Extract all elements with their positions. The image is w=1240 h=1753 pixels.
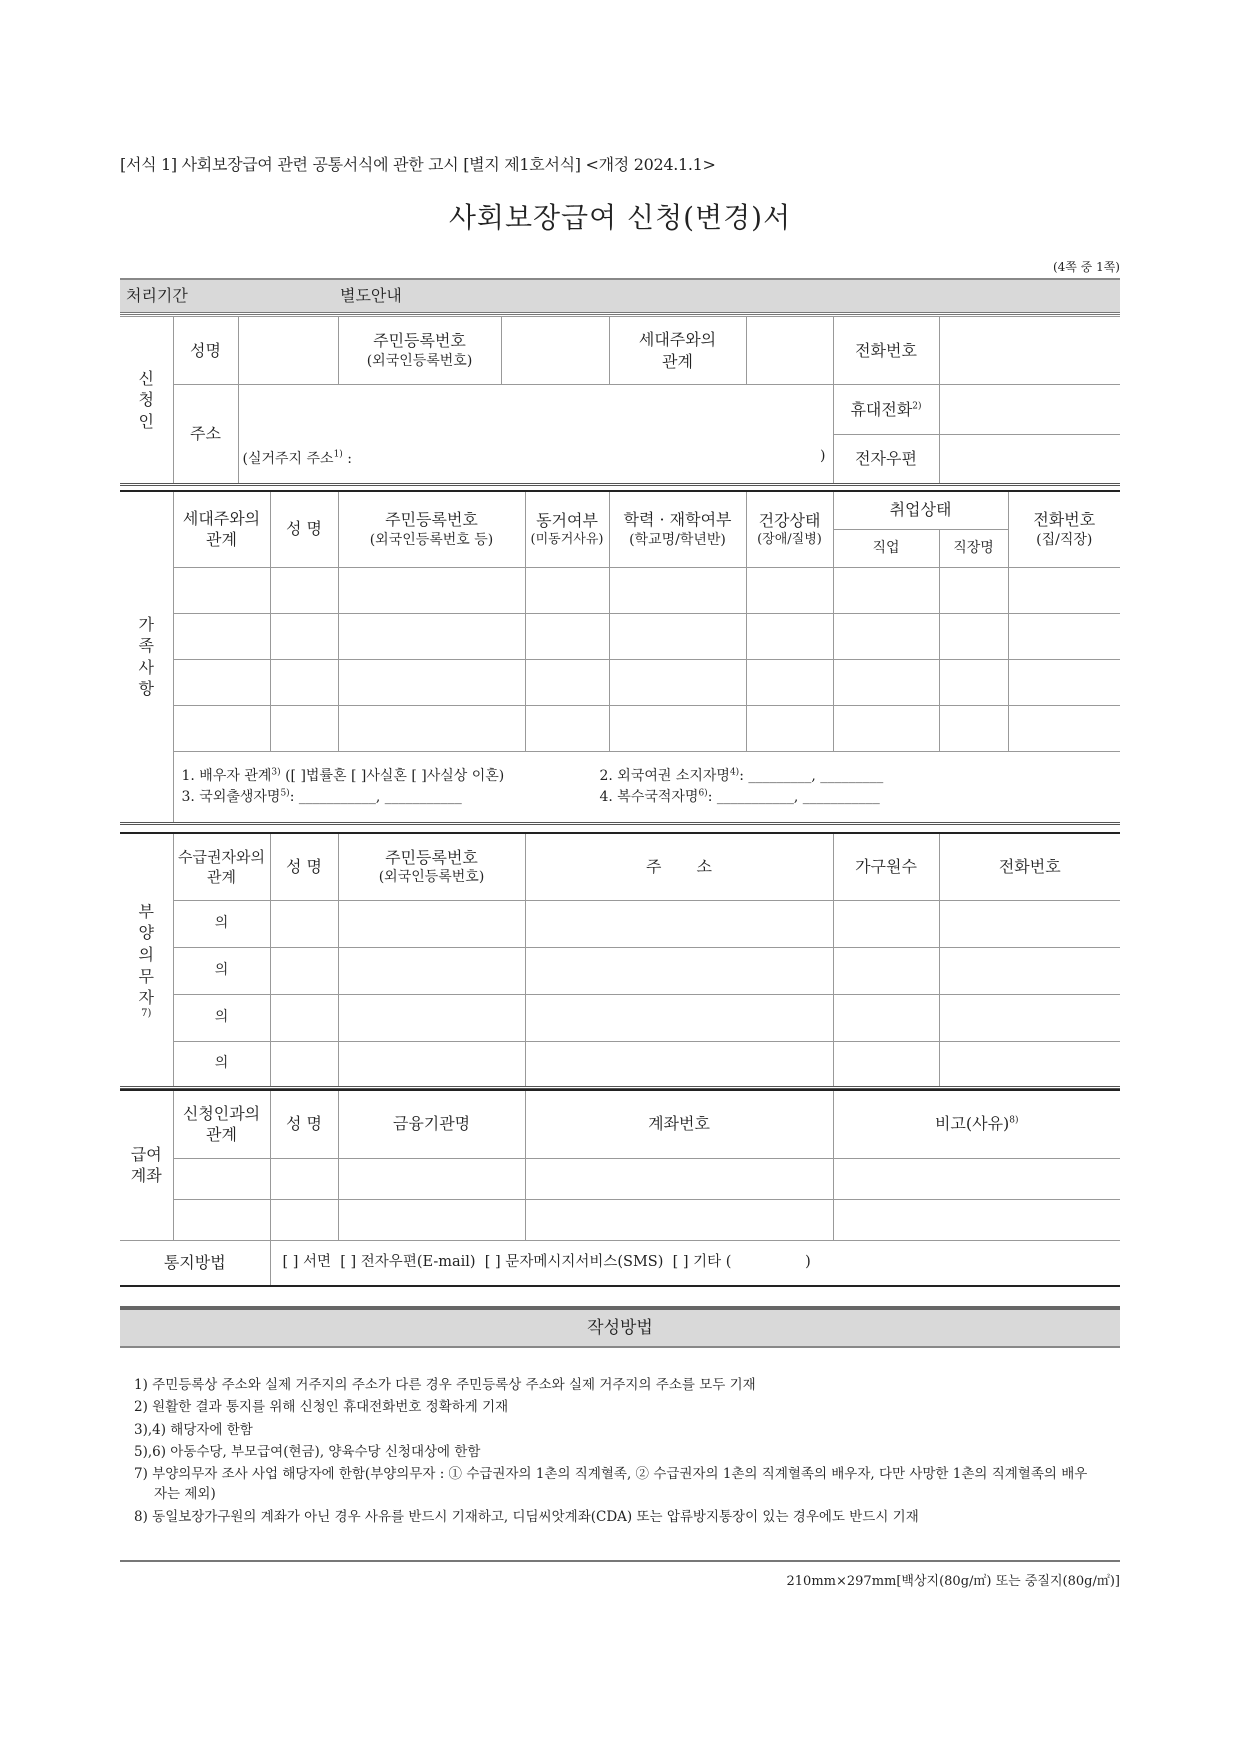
cell[interactable]: [833, 567, 939, 613]
paper-spec: 210mm×297mm[백상지(80g/㎡) 또는 중질지(80g/㎡)]: [786, 1574, 1120, 1589]
footer-divider: [120, 1560, 1120, 1562]
cell[interactable]: [746, 613, 833, 659]
cell[interactable]: [338, 567, 525, 613]
family-section-label: 가 족 사 항: [120, 491, 173, 823]
notify-label: 통지방법: [120, 1241, 270, 1286]
col-employment: 취업상태: [833, 491, 1008, 529]
cell[interactable]: [525, 659, 609, 705]
footnote: 2) 원활한 결과 통지를 위해 신청인 휴대전화번호 정확하게 기재: [134, 1399, 509, 1416]
cell[interactable]: [338, 659, 525, 705]
cell[interactable]: [833, 1041, 939, 1087]
footnote: 7) 부양의무자 조사 사업 해당자에 한함(부양의무자 : ① 수급권자의 1촌의 직계혈족, ② 수급권자의 1촌의 직계혈족의 배우자, 다만 사망한 1촌의 직계혈족의 배우: [134, 1466, 1088, 1482]
cell[interactable]: [270, 900, 338, 947]
cell[interactable]: [270, 567, 338, 613]
col-phone: 전화번호: [939, 833, 1120, 900]
cell[interactable]: [173, 705, 270, 751]
cell[interactable]: [173, 613, 270, 659]
table-row: [120, 900, 1120, 947]
cell[interactable]: [270, 1158, 338, 1199]
email-field[interactable]: [939, 435, 1120, 485]
cell[interactable]: [833, 1158, 1120, 1199]
cell[interactable]: [525, 900, 833, 947]
col-job: 직업: [833, 529, 939, 567]
applicant-section-label: 신 청 인: [120, 317, 173, 485]
cell[interactable]: [270, 659, 338, 705]
col-rrn: 주민등록번호 (외국인등록번호 등): [338, 491, 525, 567]
cell[interactable]: [833, 1199, 1120, 1240]
family-notes: 1. 배우자 관계$^{3)}$ ([ ]법률혼 [ ]사실혼 [ ]사실상 이혼) 2. 외국여권 소지자명$^{4)}$: _________, _________ 3. 국외출생자명$^{5)}$: ___________, ___________ 4. 복수국적자명$^{6)}$: ___________, ___________: [173, 751, 1120, 823]
cell[interactable]: [338, 1158, 525, 1199]
cell[interactable]: [939, 659, 1008, 705]
cell[interactable]: [270, 1199, 338, 1240]
col-rrn: 주민등록번호 (외국인등록번호): [338, 833, 525, 900]
cell[interactable]: [525, 613, 609, 659]
cell[interactable]: [746, 659, 833, 705]
cell[interactable]: [338, 947, 525, 994]
processing-value: 별도안내: [338, 279, 1120, 313]
cell[interactable]: [173, 1199, 270, 1240]
processing-period-row: [120, 278, 1120, 315]
footnote-continued: 자는 제외): [154, 1486, 216, 1503]
col-cohabit: 동거여부 (미동거사유): [525, 491, 609, 567]
cell[interactable]: [609, 613, 746, 659]
col-health: 건강상태 (장애/질병): [746, 491, 833, 567]
rrn-field[interactable]: [501, 317, 609, 385]
cell[interactable]: [833, 659, 939, 705]
cell[interactable]: [609, 659, 746, 705]
cell[interactable]: [173, 567, 270, 613]
cell[interactable]: [833, 947, 939, 994]
cell[interactable]: [939, 994, 1120, 1041]
cell[interactable]: [173, 1158, 270, 1199]
applicant-section: [120, 316, 1120, 486]
howto-section: [120, 1306, 1120, 1348]
cell[interactable]: [525, 947, 833, 994]
table-row: [120, 994, 1120, 1041]
cell[interactable]: [173, 659, 270, 705]
cell[interactable]: [525, 1199, 833, 1240]
table-row: [120, 705, 1120, 751]
notification-method-row: [120, 1240, 1120, 1287]
col-remark: 비고(사유)$^{8)}$: [833, 1090, 1120, 1158]
cell[interactable]: [609, 705, 746, 751]
address-label: 주소: [173, 385, 238, 485]
email-label: 전자우편: [833, 435, 939, 485]
cell[interactable]: [338, 705, 525, 751]
footnote: 8) 동일보장가구원의 계좌가 아닌 경우 사유를 반드시 기재하고, 디딤씨앗계좌(CDA) 또는 압류방지통장이 있는 경우에도 반드시 기재: [134, 1508, 919, 1525]
footnote: 3),4) 해당자에 한함: [134, 1421, 253, 1438]
address-close-paren: ): [820, 448, 826, 465]
account-section-label: 급여 계좌: [120, 1090, 173, 1240]
cell[interactable]: [609, 567, 746, 613]
cell[interactable]: [338, 994, 525, 1041]
cell[interactable]: [939, 1041, 1120, 1087]
phone-field[interactable]: [939, 317, 1120, 385]
col-name: 성 명: [270, 833, 338, 900]
cell[interactable]: [939, 900, 1120, 947]
rrn-label: 주민등록번호 (외국인등록번호): [338, 317, 501, 385]
mobile-field[interactable]: [939, 385, 1120, 435]
table-row: [120, 659, 1120, 705]
cell[interactable]: [833, 900, 939, 947]
cell[interactable]: [833, 994, 939, 1041]
phone-label: 전화번호: [833, 317, 939, 385]
col-bank: 금융기관명: [338, 1090, 525, 1158]
cell[interactable]: [746, 567, 833, 613]
table-row: [120, 1199, 1120, 1240]
cell[interactable]: [270, 613, 338, 659]
table-row: [120, 613, 1120, 659]
col-phone: 전화번호 (집/직장): [1008, 491, 1120, 567]
processing-label: 처리기간: [120, 279, 338, 313]
cell[interactable]: [270, 1041, 338, 1087]
cell[interactable]: [525, 1041, 833, 1087]
footnote: 5),6) 아동수당, 부모급여(현금), 양육수당 신청대상에 한함: [134, 1443, 481, 1460]
cell[interactable]: [525, 1158, 833, 1199]
cell[interactable]: [1008, 613, 1120, 659]
col-workplace: 직장명: [939, 529, 1008, 567]
support-obligor-section: [120, 832, 1120, 1089]
relation-cell[interactable]: 의: [173, 994, 270, 1041]
notify-options[interactable]: [ ] 서면 [ ] 전자우편(E-mail) [ ] 문자메시지서비스(SMS) [ ] 기타 ( ): [270, 1241, 1120, 1286]
cell[interactable]: [525, 567, 609, 613]
cell[interactable]: [939, 947, 1120, 994]
cell[interactable]: [525, 994, 833, 1041]
cell[interactable]: [833, 613, 939, 659]
page-number: (4쪽 중 1쪽): [1052, 260, 1120, 274]
cell[interactable]: [833, 705, 939, 751]
address-field[interactable]: (실거주지 주소$^{1)}$ : ): [238, 385, 833, 485]
cell[interactable]: [270, 994, 338, 1041]
col-name: 성 명: [270, 1090, 338, 1158]
table-row: [120, 947, 1120, 994]
cell[interactable]: [525, 705, 609, 751]
mobile-label: 휴대전화$^{2)}$: [833, 385, 939, 435]
relation-cell[interactable]: 의: [173, 900, 270, 947]
cell[interactable]: [1008, 567, 1120, 613]
cell[interactable]: [338, 1199, 525, 1240]
cell[interactable]: [338, 900, 525, 947]
family-section: [120, 490, 1120, 825]
relation-cell[interactable]: 의: [173, 1041, 270, 1087]
col-address: 주 소: [525, 833, 833, 900]
cell[interactable]: [939, 613, 1008, 659]
col-relation: 수급권자와의 관계: [173, 833, 270, 900]
col-account-no: 계좌번호: [525, 1090, 833, 1158]
relation-label: 세대주와의 관계: [609, 317, 746, 385]
benefit-account-section: [120, 1089, 1120, 1241]
cell[interactable]: [746, 705, 833, 751]
table-row: [120, 1041, 1120, 1087]
cell[interactable]: [1008, 659, 1120, 705]
howto-title: 작성방법: [120, 1306, 1120, 1348]
table-row: [120, 1158, 1120, 1199]
cell[interactable]: [270, 947, 338, 994]
cell[interactable]: [338, 613, 525, 659]
footnote: 1) 주민등록상 주소와 실제 거주지의 주소가 다른 경우 주민등록상 주소와 실제 거주지의 주소를 모두 기재: [134, 1377, 756, 1393]
relation-field[interactable]: [746, 317, 833, 385]
relation-cell[interactable]: 의: [173, 947, 270, 994]
col-relation: 신청인과의 관계: [173, 1090, 270, 1158]
table-row: [120, 567, 1120, 613]
support-section-label: 부 양 의 무 자 7): [120, 833, 173, 1087]
name-label: 성명: [173, 317, 238, 385]
form-reference: [서식 1] 사회보장급여 관련 공통서식에 관한 고시 [별지 제1호서식] <개정 2024.1.1>: [120, 155, 716, 174]
col-household: 가구원수: [833, 833, 939, 900]
footnotes: [134, 1375, 1087, 1527]
cell[interactable]: [939, 705, 1008, 751]
page-title: 사회보장급여 신청(변경)서: [448, 201, 792, 234]
cell[interactable]: [270, 705, 338, 751]
name-field[interactable]: [238, 317, 338, 385]
col-name: 성 명: [270, 491, 338, 567]
col-relation: 세대주와의 관계: [173, 491, 270, 567]
cell[interactable]: [939, 567, 1008, 613]
cell[interactable]: [1008, 705, 1120, 751]
col-education: 학력 · 재학여부 (학교명/학년반): [609, 491, 746, 567]
cell[interactable]: [338, 1041, 525, 1087]
